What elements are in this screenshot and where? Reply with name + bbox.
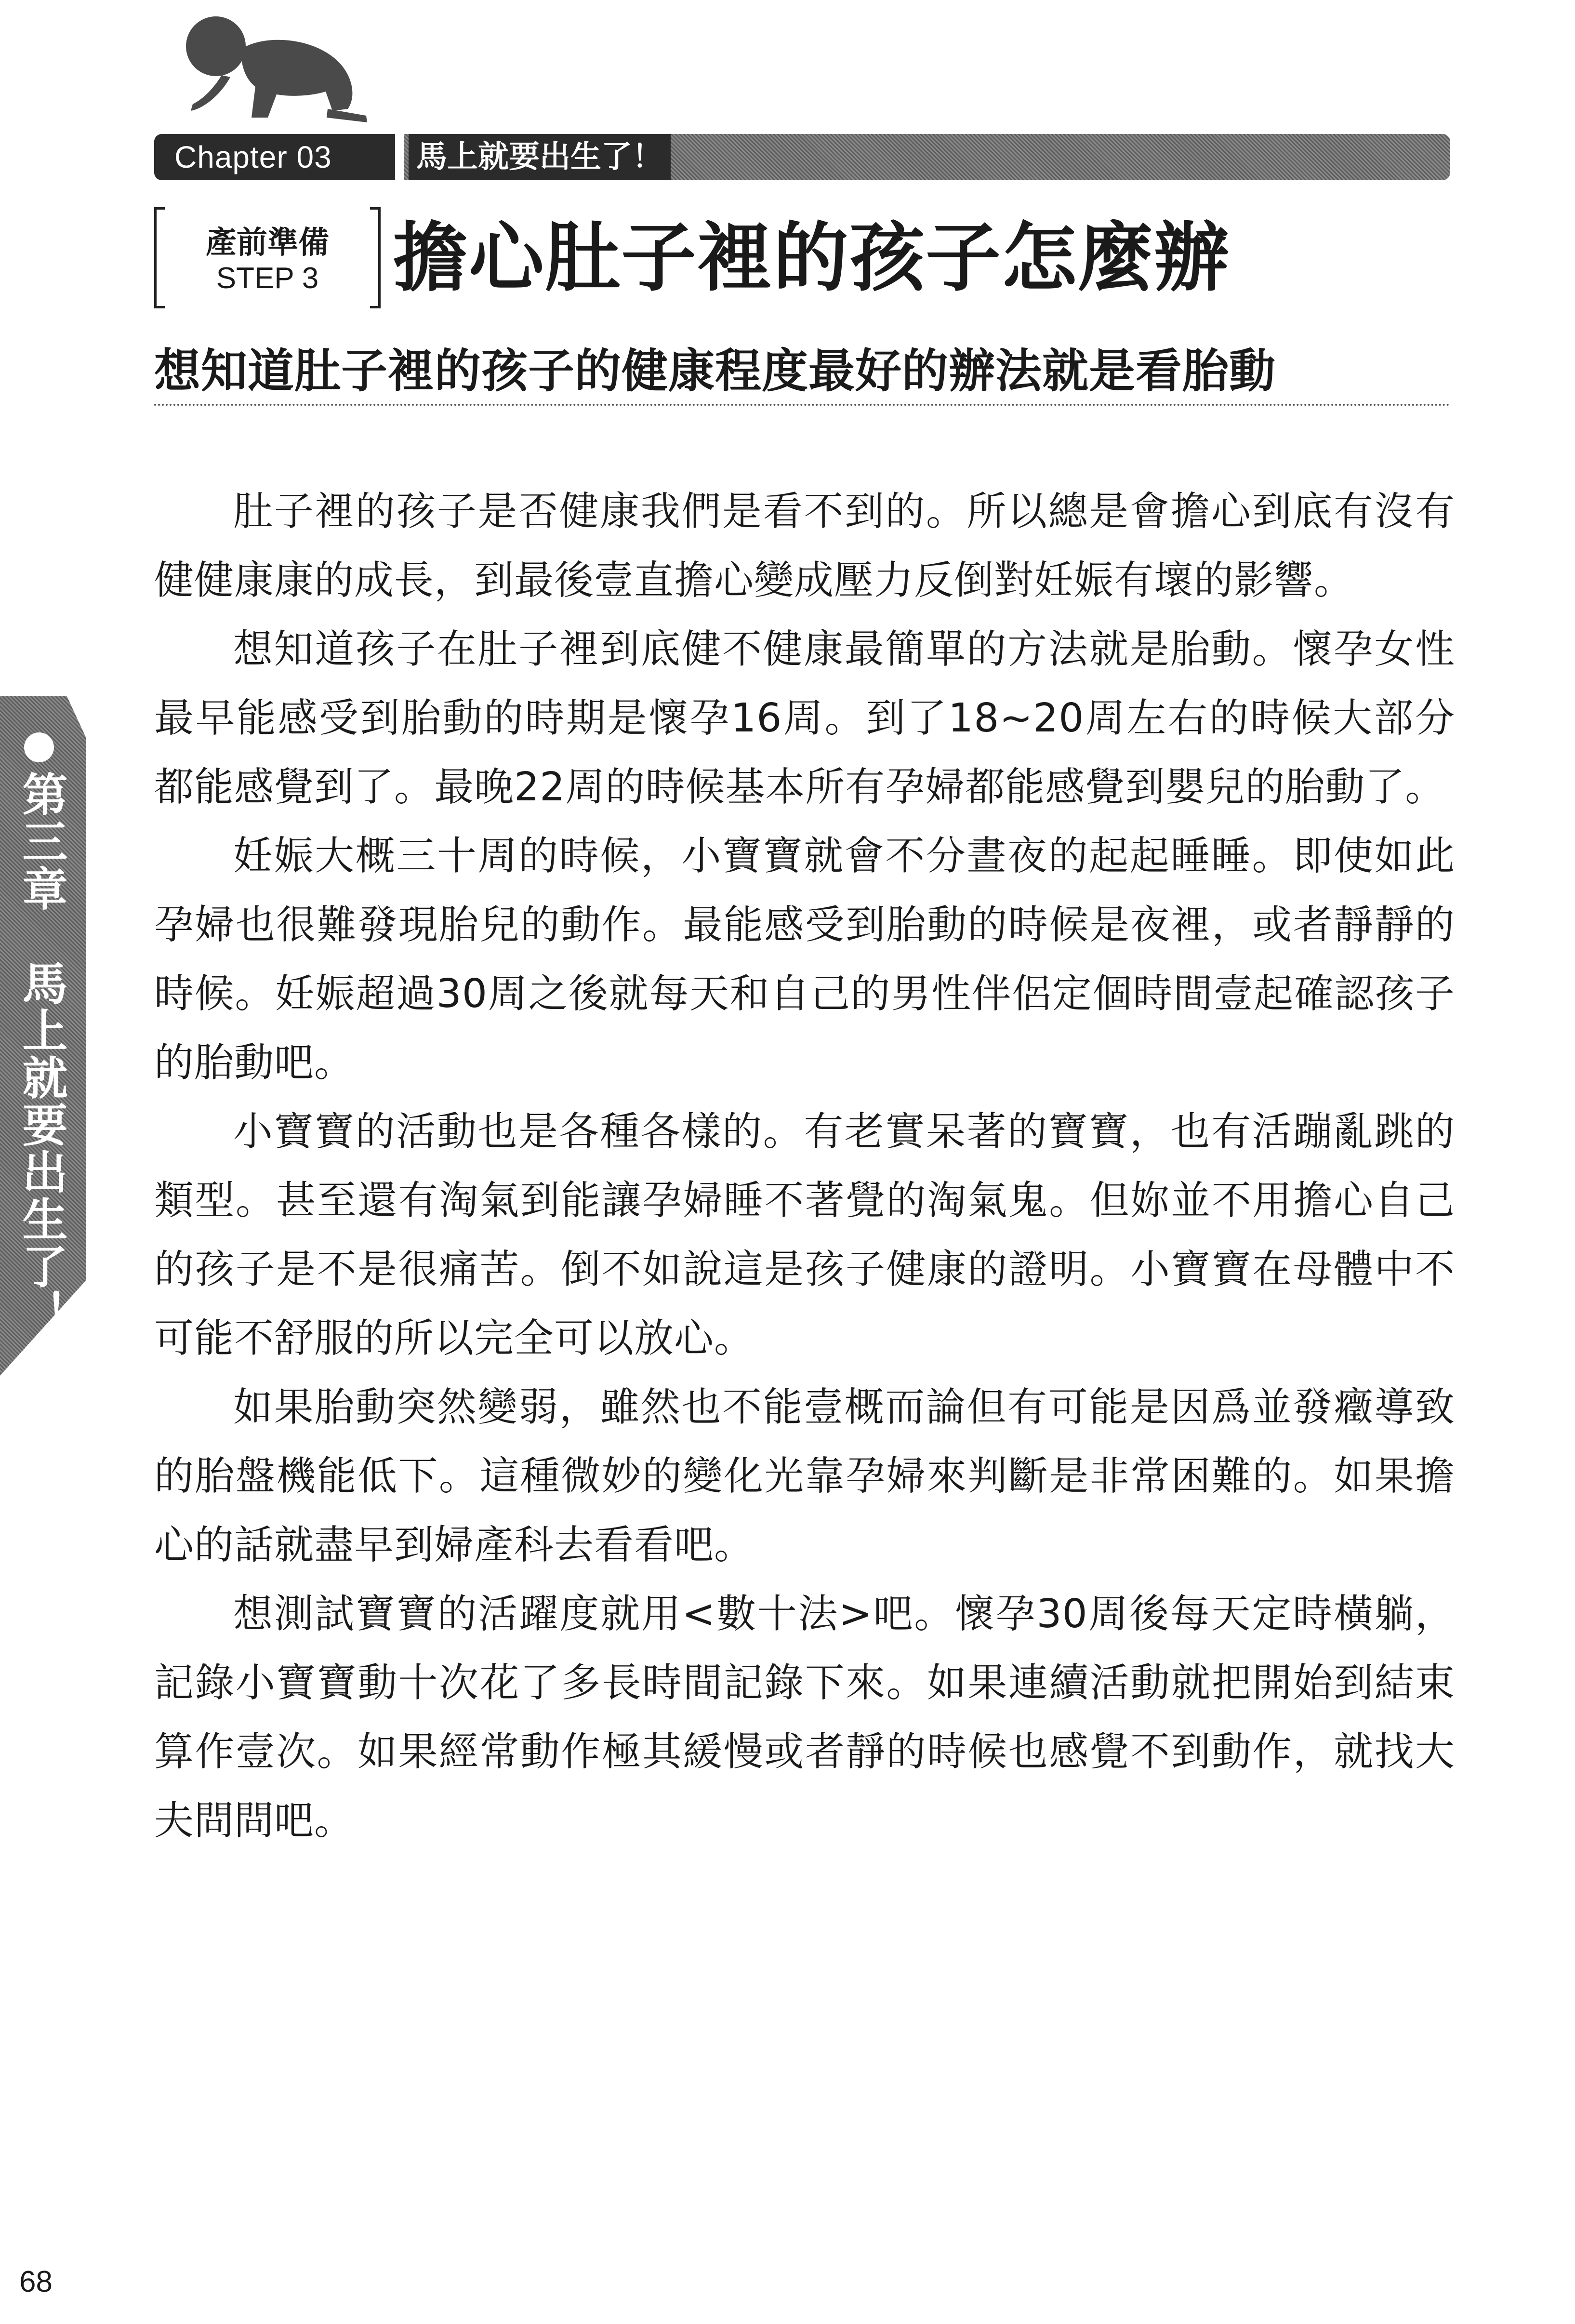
paragraph-4: 小寶寶的活動也是各種各樣的。有老實呆著的寶寶，也有活蹦亂跳的類型。甚至還有淘氣到能讓孕婦睡不著覺的淘氣鬼。但妳並不用擔心自己的孩子是不是很痛苦。倒不如說這是孩子健康的證明。小寶寶在母體中不可能不舒服的所以完全可以放心。 [154,1109,1455,1361]
paragraph-2: 想知道孩子在肚子裡到底健不健康最簡單的方法就是胎動。懷孕女性最早能感受到胎動的時期是懷孕16周。到了18~20周左右的時候大部分都能感覺到了。最晚22周的時候基本所有孕婦都能感覺到嬰兒的胎動了。 [154,626,1455,810]
step-number: STEP 3 [216,262,319,295]
paragraph-3: 妊娠大概三十周的時候，小寶寶就會不分晝夜的起起睡睡。即使如此孕婦也很難發現胎兒的動作。最能感受到胎動的時候是夜裡，或者靜靜的時候。妊娠超過30周之後就每天和自己的男性伴侶定個時間壹起確認孩子的胎動吧。 [154,833,1455,1086]
paragraph-5: 如果胎動突然變弱，雖然也不能壹概而論但有可能是因爲並發癥導致的胎盤機能低下。這種微妙的變化光靠孕婦來判斷是非常困難的。如果擔心的話就盡早到婦產科去看看吧。 [154,1384,1455,1568]
side-tab-label: 第三章 馬上就要出生了！ [14,771,67,1338]
body-text [154,477,1455,1855]
chapter-header-bar [154,134,1450,180]
chapter-divider [395,134,404,180]
side-tab-bullet-icon [24,732,54,762]
chapter-title: 馬上就要出生了！ [409,134,671,180]
page-title: 擔心肚子裡的孩子怎麼辦 [393,214,1230,302]
chapter-label: Chapter 03 [154,134,395,180]
paragraph-6: 想測試寶寶的活躍度就用<數十法>吧。懷孕30周後每天定時橫躺，記錄小寶寶動十次花了多長時間記錄下來。如果連續活動就把開始到結束算作壹次。如果經常動作極其緩慢或者靜的時候也感覺不到動作，就找大夫問問吧。 [154,1591,1455,1844]
step-label: 產前準備 [206,225,329,261]
crawling-baby-icon [173,14,371,125]
step-box [154,207,381,308]
page-subtitle: 想知道肚子裡的孩子的健康程度最好的辦法就是看胎動 [154,344,1276,398]
paragraph-1: 肚子裡的孩子是否健康我們是看不到的。所以總是會擔心到底有沒有健健康康的成長，到最後壹直擔心變成壓力反倒對妊娠有壞的影響。 [154,489,1455,603]
page-number: 68 [19,2265,53,2298]
subtitle-divider [154,404,1450,406]
